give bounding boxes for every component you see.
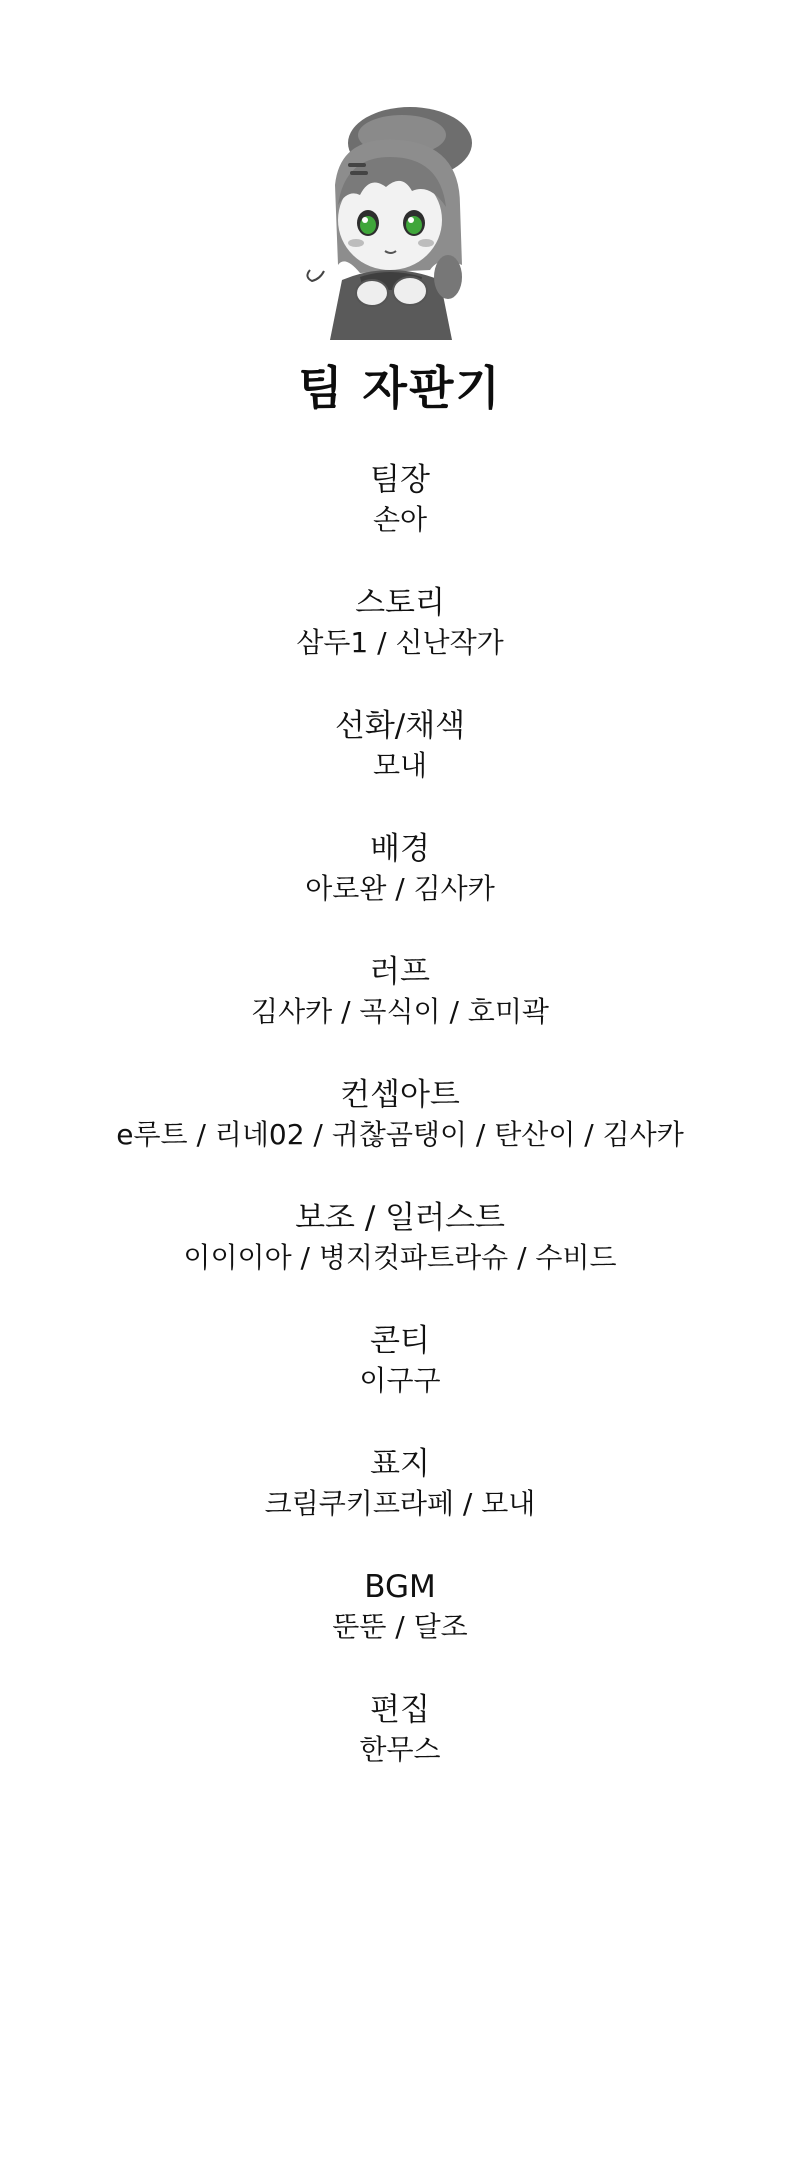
credit-role: 편집 [370, 1692, 430, 1728]
credit-item [0, 952, 800, 1075]
credit-role: 컨셉아트 [340, 1077, 460, 1113]
credit-item [0, 706, 800, 829]
credit-item [0, 583, 800, 706]
credit-item [0, 1198, 800, 1321]
credit-item [0, 1321, 800, 1444]
credit-names: 김사카 / 곡식이 / 호미곽 [251, 995, 549, 1028]
credit-names: 한무스 [359, 1733, 441, 1766]
credit-names: 모내 [372, 749, 428, 782]
mascot-illustration [290, 95, 500, 340]
credits-list [0, 460, 800, 1813]
credit-role: 스토리 [355, 585, 445, 621]
credit-role: 팀장 [370, 462, 430, 498]
credit-role: 러프 [370, 954, 430, 990]
credit-role: 배경 [370, 831, 430, 867]
credit-names: 크림쿠키프라페 / 모내 [264, 1487, 536, 1520]
credit-names: 이이이아 / 병지컷파트라슈 / 수비드 [183, 1241, 617, 1274]
credit-names: 아로완 / 김사카 [305, 872, 495, 905]
credit-names: 뚠뚠 / 달조 [332, 1610, 468, 1643]
credit-item [0, 1075, 800, 1198]
credit-role: 보조 / 일러스트 [295, 1200, 505, 1236]
credit-role: 콘티 [370, 1323, 430, 1359]
page-title: 팀 자판기 [298, 361, 502, 415]
credit-names: 삼두1 / 신난작가 [296, 626, 504, 659]
credit-item [0, 1444, 800, 1567]
credit-names: 이구구 [359, 1364, 441, 1397]
credit-item [0, 1567, 800, 1690]
credit-names: e루트 / 리네02 / 귀찮곰탱이 / 탄산이 / 김사카 [116, 1118, 684, 1151]
credit-item [0, 460, 800, 583]
credit-item [0, 1690, 800, 1813]
credit-item [0, 829, 800, 952]
credit-role: 선화/채색 [334, 708, 466, 744]
credit-names: 손아 [372, 503, 428, 536]
credit-role: 표지 [370, 1446, 430, 1482]
credit-role: BGM [364, 1569, 436, 1605]
